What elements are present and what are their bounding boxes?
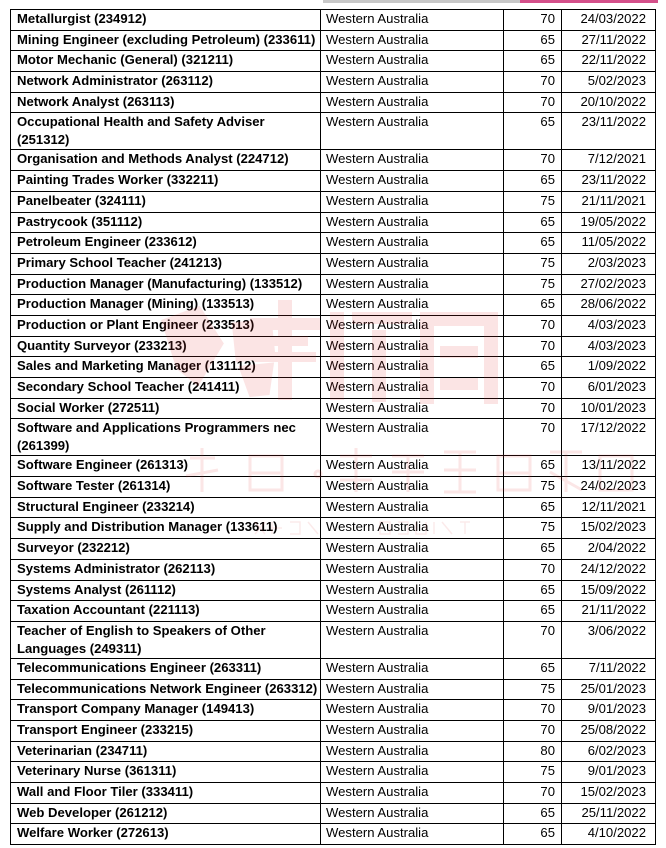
occupation-cell: Taxation Accountant (221113) (11, 601, 321, 622)
points-cell: 80 (504, 741, 562, 762)
state-cell: Western Australia (321, 72, 504, 93)
points-cell: 70 (504, 783, 562, 804)
date-cell: 21/11/2021 (562, 191, 656, 212)
date-cell: 2/03/2023 (562, 253, 656, 274)
points-cell: 70 (504, 92, 562, 113)
points-cell: 70 (504, 720, 562, 741)
date-cell: 4/03/2023 (562, 336, 656, 357)
table-row (11, 150, 656, 171)
occupation-cell: Structural Engineer (233214) (11, 497, 321, 518)
state-cell: Western Australia (321, 378, 504, 399)
date-cell: 20/10/2022 (562, 92, 656, 113)
occupation-cell: Occupational Health and Safety Adviser (251312) (11, 113, 321, 150)
state-cell: Western Australia (321, 212, 504, 233)
date-cell: 25/01/2023 (562, 679, 656, 700)
occupation-cell: Teacher of English to Speakers of Other Languages (249311) (11, 621, 321, 658)
date-cell: 24/02/2023 (562, 477, 656, 498)
points-cell: 65 (504, 580, 562, 601)
table-row (11, 274, 656, 295)
occupation-cell: Telecommunications Network Engineer (263312) (11, 679, 321, 700)
state-cell: Western Australia (321, 456, 504, 477)
table-row (11, 357, 656, 378)
table-row (11, 113, 656, 150)
state-cell: Western Australia (321, 336, 504, 357)
date-cell: 27/02/2023 (562, 274, 656, 295)
state-cell: Western Australia (321, 762, 504, 783)
occupation-cell: Pastrycook (351112) (11, 212, 321, 233)
points-cell: 65 (504, 113, 562, 150)
points-cell: 70 (504, 419, 562, 456)
table-row (11, 191, 656, 212)
points-cell: 70 (504, 621, 562, 658)
date-cell: 23/11/2022 (562, 113, 656, 150)
date-cell: 4/03/2023 (562, 315, 656, 336)
occupation-cell: Veterinarian (234711) (11, 741, 321, 762)
points-cell: 65 (504, 539, 562, 560)
occupation-cell: Petroleum Engineer (233612) (11, 233, 321, 254)
occupation-cell: Panelbeater (324111) (11, 191, 321, 212)
table-row (11, 803, 656, 824)
table-row (11, 51, 656, 72)
date-cell: 2/04/2022 (562, 539, 656, 560)
occupation-cell: Web Developer (261212) (11, 803, 321, 824)
table-row (11, 212, 656, 233)
occupation-cell: Transport Company Manager (149413) (11, 700, 321, 721)
occupation-cell: Social Worker (272511) (11, 398, 321, 419)
state-cell: Western Australia (321, 315, 504, 336)
date-cell: 15/02/2023 (562, 783, 656, 804)
state-cell: Western Australia (321, 51, 504, 72)
state-cell: Western Australia (321, 92, 504, 113)
points-cell: 75 (504, 191, 562, 212)
date-cell: 3/06/2022 (562, 621, 656, 658)
occupation-cell: Organisation and Methods Analyst (224712) (11, 150, 321, 171)
occupation-cell: Production or Plant Engineer (233513) (11, 315, 321, 336)
table-row (11, 171, 656, 192)
table-row (11, 456, 656, 477)
date-cell: 15/09/2022 (562, 580, 656, 601)
occupation-cell: Wall and Floor Tiler (333411) (11, 783, 321, 804)
points-cell: 65 (504, 658, 562, 679)
table-row (11, 295, 656, 316)
occupation-cell: Primary School Teacher (241213) (11, 253, 321, 274)
state-cell: Western Australia (321, 113, 504, 150)
table-row (11, 741, 656, 762)
state-cell: Western Australia (321, 497, 504, 518)
state-cell: Western Australia (321, 419, 504, 456)
date-cell: 11/05/2022 (562, 233, 656, 254)
date-cell: 13/11/2022 (562, 456, 656, 477)
header-rule-pink (520, 0, 658, 3)
points-cell: 65 (504, 295, 562, 316)
date-cell: 23/11/2022 (562, 171, 656, 192)
date-cell: 24/12/2022 (562, 559, 656, 580)
points-cell: 65 (504, 601, 562, 622)
occupation-cell: Production Manager (Manufacturing) (133512) (11, 274, 321, 295)
table-row (11, 92, 656, 113)
date-cell: 25/08/2022 (562, 720, 656, 741)
points-cell: 70 (504, 398, 562, 419)
points-cell: 70 (504, 378, 562, 399)
date-cell: 27/11/2022 (562, 30, 656, 51)
date-cell: 19/05/2022 (562, 212, 656, 233)
table-row (11, 477, 656, 498)
table-row (11, 783, 656, 804)
points-cell: 65 (504, 456, 562, 477)
points-cell: 70 (504, 336, 562, 357)
table-row (11, 336, 656, 357)
occupation-table (10, 9, 656, 845)
points-cell: 65 (504, 803, 562, 824)
state-cell: Western Australia (321, 398, 504, 419)
state-cell: Western Australia (321, 580, 504, 601)
points-cell: 70 (504, 559, 562, 580)
occupation-cell: Supply and Distribution Manager (133611) (11, 518, 321, 539)
state-cell: Western Australia (321, 601, 504, 622)
state-cell: Western Australia (321, 253, 504, 274)
table-row (11, 233, 656, 254)
table-row (11, 315, 656, 336)
points-cell: 70 (504, 72, 562, 93)
points-cell: 65 (504, 357, 562, 378)
occupation-table-body (11, 10, 656, 845)
occupation-cell: Welfare Worker (272613) (11, 824, 321, 845)
points-cell: 75 (504, 477, 562, 498)
state-cell: Western Australia (321, 539, 504, 560)
points-cell: 65 (504, 212, 562, 233)
points-cell: 70 (504, 700, 562, 721)
table-row (11, 601, 656, 622)
state-cell: Western Australia (321, 10, 504, 31)
state-cell: Western Australia (321, 233, 504, 254)
points-cell: 75 (504, 253, 562, 274)
points-cell: 65 (504, 51, 562, 72)
occupation-cell: Network Administrator (263112) (11, 72, 321, 93)
state-cell: Western Australia (321, 150, 504, 171)
table-row (11, 72, 656, 93)
table-row (11, 10, 656, 31)
state-cell: Western Australia (321, 658, 504, 679)
table-row (11, 559, 656, 580)
table-row (11, 539, 656, 560)
date-cell: 9/01/2023 (562, 762, 656, 783)
table-row (11, 518, 656, 539)
state-cell: Western Australia (321, 357, 504, 378)
table-row (11, 621, 656, 658)
table-row (11, 700, 656, 721)
state-cell: Western Australia (321, 518, 504, 539)
occupation-cell: Metallurgist (234912) (11, 10, 321, 31)
state-cell: Western Australia (321, 274, 504, 295)
points-cell: 75 (504, 679, 562, 700)
state-cell: Western Australia (321, 824, 504, 845)
date-cell: 12/11/2021 (562, 497, 656, 518)
table-row (11, 580, 656, 601)
state-cell: Western Australia (321, 700, 504, 721)
date-cell: 17/12/2022 (562, 419, 656, 456)
state-cell: Western Australia (321, 741, 504, 762)
table-row (11, 497, 656, 518)
date-cell: 7/12/2021 (562, 150, 656, 171)
date-cell: 6/01/2023 (562, 378, 656, 399)
table-row (11, 419, 656, 456)
table-row (11, 679, 656, 700)
date-cell: 7/11/2022 (562, 658, 656, 679)
date-cell: 4/10/2022 (562, 824, 656, 845)
date-cell: 6/02/2023 (562, 741, 656, 762)
table-row (11, 762, 656, 783)
occupation-cell: Network Analyst (263113) (11, 92, 321, 113)
occupation-cell: Systems Analyst (261112) (11, 580, 321, 601)
state-cell: Western Australia (321, 720, 504, 741)
points-cell: 65 (504, 824, 562, 845)
state-cell: Western Australia (321, 621, 504, 658)
state-cell: Western Australia (321, 295, 504, 316)
points-cell: 70 (504, 150, 562, 171)
points-cell: 75 (504, 518, 562, 539)
date-cell: 15/02/2023 (562, 518, 656, 539)
occupation-cell: Systems Administrator (262113) (11, 559, 321, 580)
date-cell: 25/11/2022 (562, 803, 656, 824)
occupation-cell: Surveyor (232212) (11, 539, 321, 560)
occupation-cell: Sales and Marketing Manager (131112) (11, 357, 321, 378)
points-cell: 75 (504, 274, 562, 295)
occupation-cell: Transport Engineer (233215) (11, 720, 321, 741)
table-row (11, 253, 656, 274)
date-cell: 24/03/2022 (562, 10, 656, 31)
state-cell: Western Australia (321, 30, 504, 51)
points-cell: 75 (504, 762, 562, 783)
state-cell: Western Australia (321, 559, 504, 580)
points-cell: 65 (504, 497, 562, 518)
state-cell: Western Australia (321, 783, 504, 804)
date-cell: 5/02/2023 (562, 72, 656, 93)
occupation-cell: Mining Engineer (excluding Petroleum) (233611) (11, 30, 321, 51)
table-row (11, 658, 656, 679)
occupation-cell: Software Tester (261314) (11, 477, 321, 498)
points-cell: 65 (504, 30, 562, 51)
occupation-cell: Software and Applications Programmers nec (261399) (11, 419, 321, 456)
state-cell: Western Australia (321, 171, 504, 192)
date-cell: 10/01/2023 (562, 398, 656, 419)
table-row (11, 30, 656, 51)
date-cell: 1/09/2022 (562, 357, 656, 378)
table-row (11, 378, 656, 399)
occupation-cell: Painting Trades Worker (332211) (11, 171, 321, 192)
occupation-cell: Motor Mechanic (General) (321211) (11, 51, 321, 72)
date-cell: 28/06/2022 (562, 295, 656, 316)
table-row (11, 398, 656, 419)
occupation-cell: Quantity Surveyor (233213) (11, 336, 321, 357)
points-cell: 65 (504, 233, 562, 254)
state-cell: Western Australia (321, 679, 504, 700)
points-cell: 70 (504, 315, 562, 336)
table-row (11, 720, 656, 741)
occupation-cell: Production Manager (Mining) (133513) (11, 295, 321, 316)
date-cell: 9/01/2023 (562, 700, 656, 721)
state-cell: Western Australia (321, 191, 504, 212)
occupation-cell: Veterinary Nurse (361311) (11, 762, 321, 783)
occupation-cell: Secondary School Teacher (241411) (11, 378, 321, 399)
points-cell: 70 (504, 10, 562, 31)
occupation-cell: Software Engineer (261313) (11, 456, 321, 477)
date-cell: 21/11/2022 (562, 601, 656, 622)
date-cell: 22/11/2022 (562, 51, 656, 72)
table-row (11, 824, 656, 845)
points-cell: 65 (504, 171, 562, 192)
occupation-cell: Telecommunications Engineer (263311) (11, 658, 321, 679)
state-cell: Western Australia (321, 477, 504, 498)
state-cell: Western Australia (321, 803, 504, 824)
header-rule-grey (323, 0, 520, 3)
